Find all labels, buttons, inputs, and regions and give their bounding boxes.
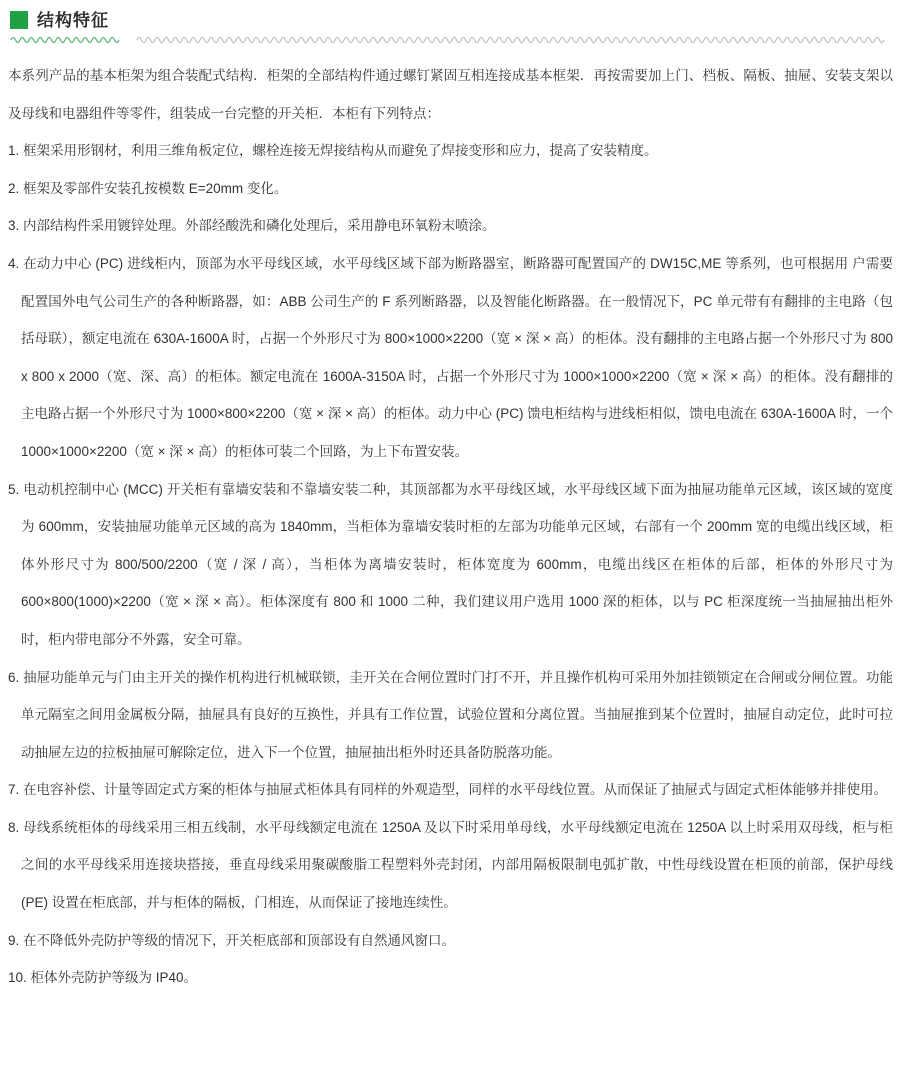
item-text: 柜体外壳防护等级为 IP40。 bbox=[30, 970, 198, 986]
item-text: 内部结构件采用镀锌处理。外部经酸洗和磷化处理后，采用静电环氧粉末喷涂。 bbox=[23, 218, 496, 234]
list-item bbox=[8, 471, 893, 659]
item-text: 电动机控制中心 (MCC) 开关柜有靠墙安装和不靠墙安装二种，其顶部都为水平母线区域，水平母线区域下面为抽屉功能单元区域，该区域的宽度为 600mm，安装抽屉功能单元区域的高为 1840mm，当柜体为靠墙安装时柜的左部为功能单元区域，右部有一个 200mm 宽的电缆出线区域，柜体外形尺寸为 800/500/2200（宽 / 深 / 高），当柜体为离墙安装时，柜体宽度为 600mm，电缆出线区在柜体的后部，柜体的外形尺寸为 600×800(1000)×2200（宽 × 深 × 高）。柜体深度有 800 和 1000 二种，我们建议用户选用 1000 深的柜体，以与 PC 柜深度统一当抽屉抽出柜外时，柜内带电部分不外露，安全可靠。 bbox=[21, 481, 893, 647]
item-text: 在不降低外壳防护等级的情况下，开关柜底部和顶部设有自然通风窗口。 bbox=[23, 932, 456, 948]
item-number: 4. bbox=[8, 255, 20, 271]
item-text: 母线系统柜体的母线采用三相五线制，水平母线额定电流在 1250A 及以下时采用单母线，水平母线额定电流在 1250A 以上时采用双母线，柜与柜之间的水平母线采用连接块搭接，垂直母线采用聚碳酸脂工程塑料外壳封闭，内部用隔板限制电弧扩散，中性母线设置在柜顶的前部，保护母线 (PE) 设置在柜底部，并与柜体的隔板，门相连，从而保证了接地连续性。 bbox=[21, 819, 893, 911]
item-number: 7. bbox=[8, 782, 20, 798]
item-number: 5. bbox=[8, 481, 20, 497]
list-item bbox=[8, 170, 893, 208]
list-item bbox=[8, 771, 893, 809]
section-title: 结构特征 bbox=[37, 10, 109, 30]
item-text: 抽屉功能单元与门由主开关的操作机构进行机械联锁，圭开关在合闸位置时门打不开，并且操作机构可采用外加挂锁锁定在合闸或分闸位置。功能单元隔室之间用金属板分隔，抽屉具有良好的互换性，并具有工作位置，试验位置和分离位置。当抽屉推到某个位置时，抽屉自动定位，此时可拉动抽屉左边的拉板抽屉可解除定位，进入下一个位置，抽屉抽出柜外时还具备防脱落功能。 bbox=[21, 669, 893, 760]
item-number: 2. bbox=[8, 180, 20, 196]
document-body bbox=[0, 44, 900, 997]
list-item bbox=[8, 922, 893, 960]
intro-paragraph: 本系列产品的基本柜架为组合装配式结构．柜架的全部结构件通过螺钉紧固互相连接成基本框架．再按需要加上门、档板、隔板、抽屉、安装支架以及母线和电器组件等零件，组装成一台完整的开关柜．本柜有下列特点： bbox=[8, 68, 893, 121]
item-number: 3. bbox=[8, 218, 20, 234]
list-item bbox=[8, 207, 893, 245]
item-text: 在电容补偿、计量等固定式方案的柜体与抽屉式柜体具有同样的外观造型，同样的水平母线位置。从而保证了抽屉式与固定式柜体能够并排使用。 bbox=[23, 782, 888, 798]
list-item bbox=[8, 659, 893, 772]
list-item bbox=[8, 245, 893, 471]
item-number: 8. bbox=[8, 819, 20, 835]
item-number: 6. bbox=[8, 669, 20, 685]
item-number: 10. bbox=[8, 970, 27, 986]
section-header bbox=[0, 0, 900, 34]
list-item bbox=[8, 809, 893, 922]
divider-wave-gray-segment bbox=[136, 34, 892, 44]
item-text: 在动力中心 (PC) 进线柜内，顶部为水平母线区域，水平母线区域下部为断路器室，断路器可配置国产的 DW15C,ME 等系列，也可根据用 户需要配置国外电气公司生产的各种断路器，如：ABB 公司生产的 F 系列断路器，以及智能化断路器。在一般情况下，PC 单元带有有翻排的主电路（包括母联），额定电流在 630A-1600A 时，占据一个外形尺寸为 800×1000×2200（宽 × 深 × 高）的柜体。没有翻排的主电路占据一个外形尺寸为 800 x 800 x 2000（宽、深、高）的柜体。额定电流在 1600A-3150A 时，占据一个外形尺寸为 1000×1000×2200（宽 × 深 × 高）的柜体。没有翻排的主电路占据一个外形尺寸为 1000×800×2200（宽 × 深 × 高）的柜体。动力中心 (PC) 馈电柜结构与进线柜相似，馈电电流在 630A-1600A 时，一个 1000×1000×2200（宽 × 深 × 高）的柜体可装二个回路，为上下布置安装。 bbox=[21, 255, 893, 459]
item-text: 框架采用形钢材，利用三维角板定位，螺栓连接无焊接结构从而避免了焊接变形和应力，提高了安装精度。 bbox=[23, 143, 658, 159]
list-item bbox=[8, 132, 893, 170]
wavy-divider bbox=[0, 34, 900, 44]
divider-wave-green-segment bbox=[10, 34, 126, 44]
item-number: 9. bbox=[8, 932, 20, 948]
green-square-marker-icon bbox=[10, 11, 28, 29]
list-item bbox=[8, 959, 893, 997]
item-number: 1. bbox=[8, 143, 20, 159]
item-text: 框架及零部件安装孔按模数 E=20mm 变化。 bbox=[23, 180, 288, 196]
